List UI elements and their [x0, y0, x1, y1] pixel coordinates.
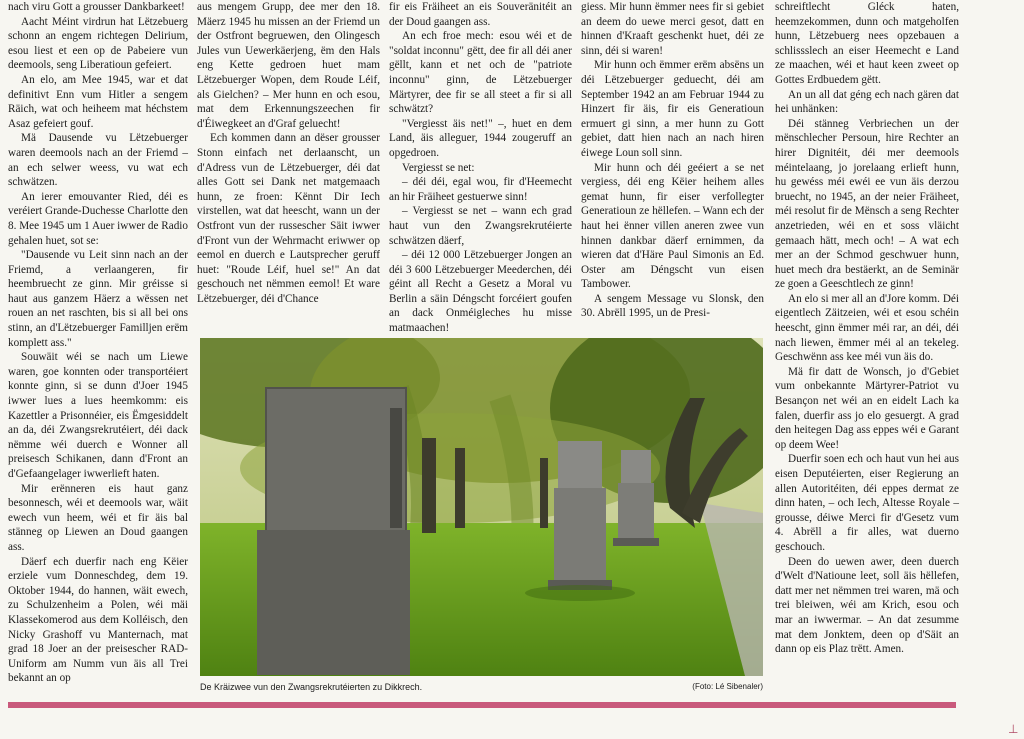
paragraph: schreiftlecht Gléck haten, heemzekommen, dunn och matgeholfen hunn, Lëtzebuerg nees opzebauen a schlissslech an eiser Heemecht e Land ze maachen, wéi et haut keen zweet op Gottes Erdbuedem gëtt. — [775, 1, 959, 86]
paragraph: – Vergiesst se net – wann ech grad haut vun den Zwangsrekrutéierte schwätzen däerf, — [389, 205, 572, 247]
paragraph: Vergiesst se net: — [402, 161, 475, 174]
paragraph: A sengem Message vu Slonsk, den 30. Abrëll 1995, un de Presi- — [581, 292, 764, 320]
photo-credit: (Foto: Lé Sibenaler) — [692, 682, 763, 691]
paragraph: Deen do uewen awer, deen duerch d'Welt d'Natioune leet, soll äis hëllefen, datt mer net nëmmen trei waren, mä och trei bleiwen, wéi am Krich, esou och mar an iwwermar. – An dat zesumme mat dem Jonktem, deen op d'Säit an dann op eis Plaz trëtt. Amen. — [775, 555, 959, 656]
paragraph: aus mengem Grupp, dee mer den 18. Mäerz 1945 hu missen an der Friemd un der Ostfront begruewen, den Olingesch Jules vun Uewerkäerjeng, ëm den Hals eng Kette gedroen huet mam Lëtzebuerger Wopen, dem Roude Léif, als Gielchen? – Mer hunn en och esou, mat dem Erkennungszeechen fir d'Éiwegkeet an d'Graf geluecht! — [197, 1, 380, 130]
paragraph: An ech froe mech: esou wéi et de "soldat inconnu" gëtt, dee fir all déi aner gëllt, kann et net och de "patriote inconnu" ginn, de Lëtzebuerger Märtyrer, dee fir se all steet a fir si all schwätzt? — [389, 30, 572, 116]
paragraph: Mir erënneren eis haut ganz besonnesch, wéi et deemools war, wäit ewech vun heem, wéi et fir äis bal stänneg op Liewen an Doud gaangen ass. — [8, 482, 188, 553]
paragraph: An elo, am Mee 1945, war et dat definitivt Enn vum Hitler a sengem Räich, wat och heiheem mat héchstem Asaz gefeiert gouf. — [8, 73, 188, 130]
page-corner-mark: ⊥ — [1008, 722, 1019, 736]
paragraph: Mä fir datt de Wonsch, jo d'Gebiet vum onbekannte Märtyrer-Patriot vu Besançon net wéi an en eidelt Lach ka falen, duerfir ass jo elo gesuergt. A grad den heitegen Dag ass eppes wéi e Garant op deem Wee! — [775, 365, 959, 451]
column-3 — [389, 0, 572, 336]
paragraph: Aacht Méint virdrun hat Lëtzebuerg schonn an engem richtegen Delirium, esou liest et een op de Pabeiere vun deemools, seng Liberatioun gefeiert. — [8, 15, 188, 72]
paragraph: nach viru Gott a grousser Dankbarkeet! — [8, 1, 185, 13]
paragraph: An un all dat géng ech nach gären dat hei unhänken: — [775, 88, 959, 116]
paragraph: "Dausende vu Leit sinn nach an der Friemd, a verlaangeren, fir heembruecht ze ginn. Mir gréisse si haut aus ganzem Häerz a wëssen net rouen an net raschten, bis si all bei ons stinn, an d'Lëtzebuerger Familljen erëm komplett ass." — [8, 249, 188, 349]
memorial-photo-illustration — [200, 338, 763, 676]
memorial-photo — [200, 338, 763, 676]
paragraph: fir eis Fräiheet an eis Souveränitéit an der Doud gaangen ass. — [389, 1, 572, 28]
paragraph: Déi stänneg Verbriechen un der mënschlecher Persoun, hire Rechter an hirer Dignitéit, déi mer deemools méintelaang, jo jorelaang erlieft hunn, hu gewéss méi ewéi ee vun äis derzou bruecht, no 1945, an der neier Fräiheet, méi resolut fir de Mënsch a seng Rechter anzetrieden, wéi en et soss vläicht gemaach hätt, mech och! – A wat ech mer an der Schmod geschwuer hunn, huet mech dra bestäerkt, an de Seminär ze goen a Geeschtlech ze ginn! — [775, 117, 959, 291]
paragraph: – déi 12 000 Lëtzebuerger Jongen an déi 3 600 Lëtzebuerger Meederchen, déi géint all Recht a Gesetz a Moral vu Berlin a säin Déngscht forcéiert goufen an dack Onméigleches hu misse matmaachen! — [389, 249, 572, 335]
paragraph: – déi déi, egal wou, fir d'Heemecht an hir Fräiheet gestuerwe sinn! — [389, 176, 572, 203]
caption-text: De Kräizwee vun den Zwangsrekrutéierten zu Dikkrech. — [200, 682, 423, 692]
paragraph: giess. Mir hunn ëmmer nees fir si gebiet an deem do uewe merci gesot, datt en hinnen d'Kraaft geschenkt huet, déi ze sinn, déi si waren! — [581, 1, 764, 57]
paragraph: An ierer emouvanter Ried, déi es veréiert Grande-Duchesse Charlotte den 8. Mee 1945 um 1 Auer iwwer de Radio gehalen huet, sot se: — [8, 190, 188, 247]
column-5 — [775, 0, 959, 657]
paragraph: An elo si mer all an d'Jore komm. Déi eigentlech Zäitzeien, wéi et esou schéin heescht, ginn ëmmer méi rar, an déi, déi nach liewen, ëmmer méi al an tekeleg. Geschwënn ass kee méi vun äis do. — [775, 292, 959, 364]
paragraph: "Vergiesst äis net!" –, huet en dem Land, äis alleguer, 1944 zougeruff an opgedroen. — [389, 117, 572, 159]
paragraph: Ech kommen dann an dëser grousser Stonn einfach net derlaanscht, un d'Adress vun de Lëtzebuerger, déi dat alles Gott sei Dank net matgemaach hunn, ze froen: Kënnt Dir Iech virstellen, wat dat heescht, wann un der Ostfront vun der russescher Säit iwwer d'Front vun der Wehrmacht eriwwer op eemol en duerch e Lautsprecher geruff huet: "Roude Léif, huel se!" An dat geschouch net nëmmen eemol! Et ware Lëtzebuerger, déi d'Chance — [197, 132, 380, 305]
paragraph: Mir hunn och ëmmer erëm absëns un déi Lëtzebuerger geduecht, déi am September 1942 an am Februar 1944 zu Hinzert fir äis, fir eis Generatioun ermuert gi sinn, a mer hunn zu Gott gebiet, datt hien nach an nach hiren éiwege Loun soll sinn. — [581, 59, 764, 159]
photo-caption — [200, 680, 763, 694]
column-4 — [581, 0, 764, 321]
column-1 — [8, 0, 188, 686]
paragraph: Duerfir soen ech och haut vun hei aus eisen Deputéierten, eiser Regierung an allen Autoritéiten, déi eppes dermat ze dinn haten, – och Iech, Altesse Royale – grousse, déiwe Merci fir d'Gesetz vum 4. Abrëll a fir alles, wat duerno geschouch. — [775, 453, 959, 553]
paragraph: Souwäit wéi se nach um Liewe waren, goe konnten oder transportéiert konnte ginn, si se dunn d'Joer 1945 iwwer lues a lues heemkomm: eis Kazettler a Prisonnéier, eis Ëmgesiddelt an da, déi Zwangsrekrutéiert, déi dack nëmme wéi duerch e Wonner all preisesch Schikanen, dann d'Front an d'Gefaangelager iwwerlieft haten. — [8, 351, 188, 480]
paragraph: Däerf ech duerfir nach eng Këier erziele vum Donneschdeg, dem 19. Oktober 1944, do hannen, wäit ewech, zu Schulzenheim a Polen, wéi mäi Klassekomerod aus dem Kolléisch, den Nicky Grashoff vu Manternach, mat grad 18 Joer an der preisescher RAD-Uniform am Numm vun äis all Trei bekannt an op — [8, 555, 188, 685]
paragraph: Mä Dausende vu Lëtzebuerger waren deemools nach an der Friemd – an ech selwer weess, vu wat ech schwätzen. — [8, 132, 188, 189]
bottom-rule — [8, 702, 956, 708]
paragraph: Mir hunn och déi geéiert a se net vergiess, déi eng Këier heihem alles gemat hunn, fir eiser verfollegter Generatioun ze hëllefen. – Wann ech der haut hei ënner villen aneren zwee vun hinnen dankbar däerf ernimmen, da wieren dat d'Häre Paul Simonis an Ed. Oster am Déngscht vun eisen Tambower. — [581, 161, 764, 291]
column-2 — [197, 0, 380, 306]
